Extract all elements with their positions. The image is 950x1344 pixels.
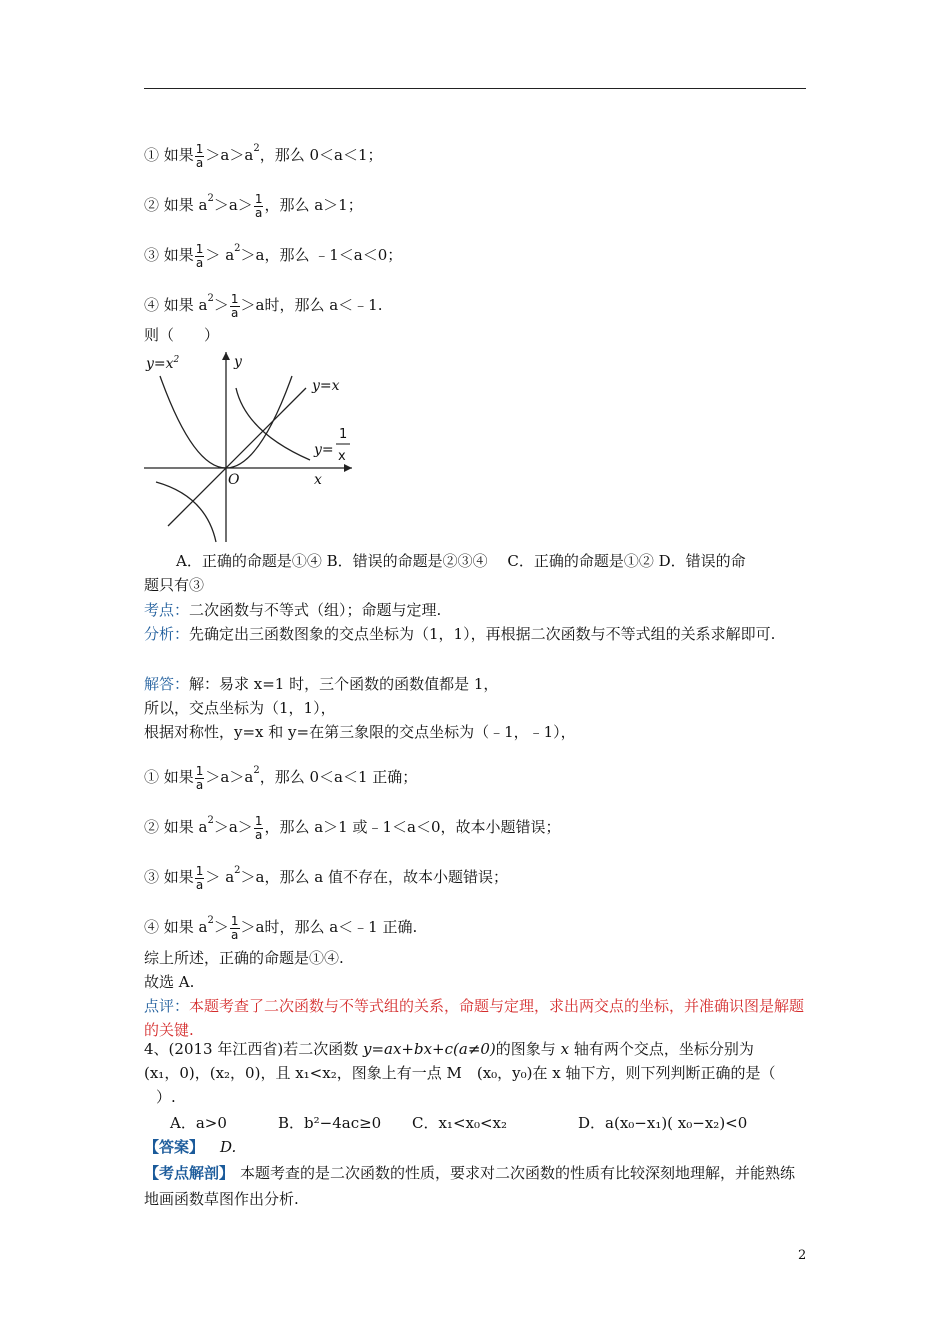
- q4-answer: 【答案】 D.: [144, 1138, 237, 1156]
- fraction: $\frac{1}{a}$: [230, 913, 239, 942]
- kaodian: 考点：二次函数与不等式（组）；命题与定理.: [144, 601, 442, 619]
- fraction: $\frac{1}{a}$: [195, 241, 204, 270]
- statement-1: ① 如果 $\frac{1}{a}$ $>a>a^2$，那么 0＜a＜1；: [144, 141, 383, 170]
- q4-option-c: C．x₁<x₀<x₂: [412, 1114, 508, 1132]
- label-parabola: $y=x^2$: [146, 355, 180, 372]
- answer-4: ④ 如果 $a^2>$ $\frac{1}{a}$ ＞a时，那么 a＜﹣1 正确.: [144, 913, 418, 942]
- y-axis-arrow: [222, 352, 230, 360]
- q4-line-1: 4、(2013 年江西省)若二次函数 y=ax+bx+c(a≠0)的图象与 x 轴有两个交点，坐标分别为: [144, 1040, 754, 1058]
- line-y-equals-x: [168, 388, 306, 526]
- then-blank: 则（ ）: [144, 326, 220, 344]
- statement-4: ④ 如果 $a^2>$ $\frac{1}{a}$ ＞a时，那么 a＜﹣1.: [144, 291, 383, 320]
- answer-2: ② 如果 $a^2>a>$ $\frac{1}{a}$ ，那么 a＞1 或﹣1＜a＜0，故本小题错误；: [144, 813, 561, 842]
- jieda: 解答：解：易求 x=1 时，三个函数的函数值都是 1，: [144, 675, 499, 693]
- hyperbola-q3: [156, 482, 216, 542]
- function-graph: [140, 346, 360, 546]
- label-line: y=x: [312, 378, 340, 394]
- q4-option-b: B．b²−4ac≥0: [278, 1114, 382, 1132]
- fraction: $\frac{1}{a}$: [195, 141, 204, 170]
- label-hyperbola: y=: [314, 442, 334, 458]
- choice: 故选 A.: [144, 973, 195, 991]
- label-y-axis: y: [234, 354, 242, 370]
- answer-3: ③ 如果 $\frac{1}{a}$ ＞ $a^2>a$，那么 a 值不存在，故本小题错误；: [144, 863, 508, 892]
- jieda-line-3: 根据对称性，y=x 和 y=在第三象限的交点坐标为（﹣1，﹣1），: [144, 723, 576, 741]
- answer-1: ① 如果 $\frac{1}{a}$ $>a>a^2$，那么 0＜a＜1 正确；: [144, 763, 418, 792]
- options-line-2: 题只有③: [144, 576, 205, 594]
- q4-option-a: A．a>0: [170, 1114, 227, 1132]
- fraction: $\frac{1}{a}$: [230, 291, 239, 320]
- label-x-axis: x: [314, 472, 322, 488]
- fraction: $\frac{1}{a}$: [254, 813, 263, 842]
- hyperbola-q1: [236, 388, 310, 460]
- page-number: 2: [798, 1248, 807, 1263]
- dianping: 点评：本题考查了二次函数与不等式组的关系，命题与定理，求出两交点的坐标，并准确识图是解题的关键.: [144, 997, 805, 1039]
- q4-analysis: 【考点解剖】 本题考查的是二次函数的性质，要求对二次函数的性质有比较深刻地理解，并能熟练地画函数草图作出分析.: [144, 1164, 796, 1208]
- q4-option-d: D．a(x₀−x₁)( x₀−x₂)<0: [578, 1114, 748, 1132]
- fenxi: 分析：先确定出三函数图象的交点坐标为（1，1），再根据二次函数与不等式组的关系求解即可.: [144, 625, 776, 643]
- label-origin: O: [228, 472, 240, 488]
- header-rule: [144, 88, 806, 89]
- fraction: $\frac{1}{a}$: [195, 863, 204, 892]
- jieda-line-2: 所以，交点坐标为（1，1），: [144, 699, 336, 717]
- fraction: $\frac{1}{a}$: [195, 763, 204, 792]
- q4-line-2: (x₁，0)，(x₂，0)，且 x₁<x₂，图象上有一点 M (x₀，y₀)在 x 轴下方，则下列判断正确的是（: [144, 1064, 776, 1082]
- statement-2: ② 如果 $a^2>a>$ $\frac{1}{a}$ ，那么 a＞1；: [144, 191, 363, 220]
- options-line-1: A．正确的命题是①④ B．错误的命题是②③④ C．正确的命题是①② D．错误的命: [176, 552, 746, 570]
- statement-3: ③ 如果 $\frac{1}{a}$ ＞ $a^2>a$，那么 ﹣1＜a＜0；: [144, 241, 403, 270]
- fraction: $\frac{1}{a}$: [254, 191, 263, 220]
- x-axis-arrow: [344, 464, 352, 472]
- label-hyperbola-den: x: [338, 449, 346, 464]
- label-hyperbola-num: 1: [339, 427, 348, 442]
- q4-line-3: ）.: [156, 1088, 176, 1106]
- summary: 综上所述，正确的命题是①④.: [144, 949, 344, 967]
